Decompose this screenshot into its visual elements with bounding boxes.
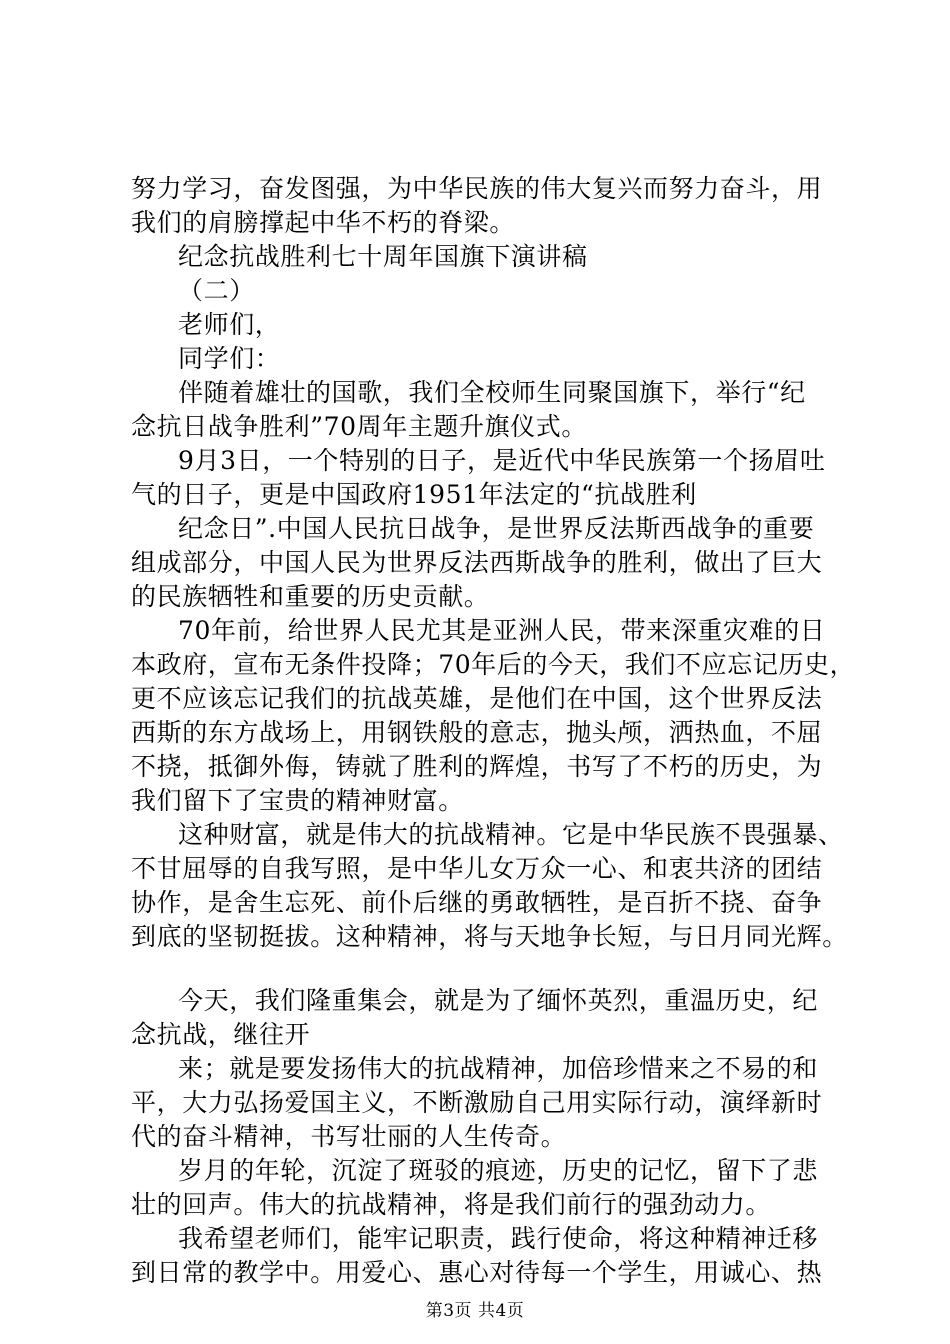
text-line: 平，大力弘扬爱国主义，不断激励自己用实际行动，演绎新时: [131, 1088, 823, 1117]
text-line: 念抗日战争胜利”70周年主题升旗仪式。: [131, 412, 587, 441]
text-line: 今天，我们隆重集会，就是为了缅怀英烈，重温历史，纪: [178, 986, 819, 1015]
text-line: 念抗战，继往开: [131, 1020, 311, 1049]
text-line: 我们的肩膀撑起中华不朽的脊梁。: [131, 208, 516, 237]
speech-title: 纪念抗战胜利七十周年国旗下演讲稿: [178, 242, 588, 271]
salutation-students: 同学们：: [178, 344, 281, 373]
text-line: 我希望老师们，能牢记职责，践行使命，将这种精神迁移: [178, 1224, 819, 1253]
text-line: 的民族牺牲和重要的历史贡献。: [131, 582, 490, 611]
text-line: 不甘屈辱的自我写照，是中华儿女万众一心、和衷共济的团结: [131, 854, 823, 883]
text-line: 组成部分，中国人民为世界反法西斯战争的胜利，做出了巨大: [131, 548, 823, 577]
salutation-teachers: 老师们，: [178, 310, 281, 339]
text-line: 9月3日，一个特别的日子，是近代中华民族第一个扬眉吐: [178, 446, 826, 475]
text-line: 不挠，抵御外侮，铸就了胜利的辉煌，书写了不朽的历史，为: [131, 752, 823, 781]
text-line: 伴随着雄壮的国歌，我们全校师生同聚国旗下，举行“纪: [178, 378, 806, 407]
text-line: 来；就是要发扬伟大的抗战精神，加倍珍惜来之不易的和: [178, 1054, 819, 1083]
text-line: 这种财富，就是伟大的抗战精神。它是中华民族不畏强暴、: [178, 820, 844, 849]
text-line: 壮的回声。伟大的抗战精神，将是我们前行的强劲动力。: [131, 1190, 772, 1219]
text-line: 代的奋斗精神，书写壮丽的人生传奇。: [131, 1122, 567, 1151]
text-line: 纪念日”.中国人民抗日战争，是世界反法斯西战争的重要: [178, 514, 815, 543]
text-line: 努力学习，奋发图强，为中华民族的伟大复兴而努力奋斗，用: [131, 174, 823, 203]
section-number: （二）: [178, 276, 255, 305]
text-line: 到日常的教学中。用爱心、惠心对待每一个学生，用诚心、热: [131, 1258, 823, 1287]
text-line: 本政府，宣布无条件投降；70年后的今天，我们不应忘记历史，: [131, 650, 856, 679]
text-line: 岁月的年轮，沉淀了斑驳的痕迹，历史的记忆，留下了悲: [178, 1156, 819, 1185]
text-line: 气的日子，更是中国政府1951年法定的“抗战胜利: [131, 480, 697, 509]
text-line: 我们留下了宝贵的精神财富。: [131, 786, 464, 815]
text-line: 协作，是舍生忘死、前仆后继的勇敢牺牲，是百折不挠、奋争: [131, 888, 823, 917]
text-line: 到底的坚韧挺拔。这种精神，将与天地争长短，与日月同光辉。: [131, 922, 848, 951]
text-line: 更不应该忘记我们的抗战英雄，是他们在中国，这个世界反法: [131, 684, 823, 713]
text-line: 西斯的东方战场上，用钢铁般的意志，抛头颅，洒热血，不屈: [131, 718, 823, 747]
text-line: 70年前，给世界人民尤其是亚洲人民，带来深重灾难的日: [178, 616, 826, 645]
page-number-footer: 第3页 共4页: [425, 1301, 525, 1321]
